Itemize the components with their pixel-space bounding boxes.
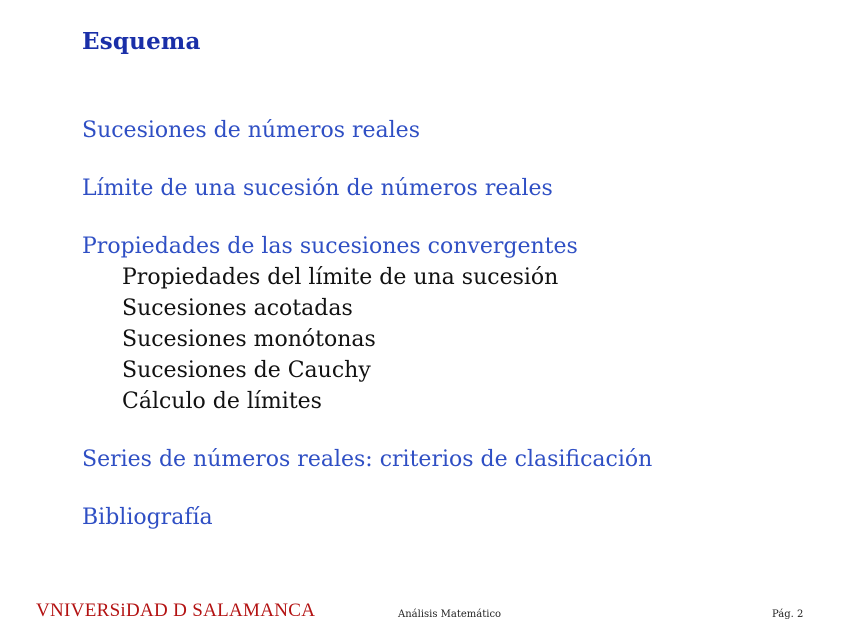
outline-section-propiedades[interactable]: Propiedades de las sucesiones convergentes bbox=[82, 234, 578, 259]
slide-title: Esquema bbox=[82, 28, 201, 55]
outline-subsection-propiedades-limite[interactable]: Propiedades del límite de una sucesión bbox=[122, 265, 559, 290]
outline bbox=[82, 116, 822, 533]
outline-subsection-monotonas[interactable]: Sucesiones monótonas bbox=[122, 327, 376, 352]
footer-page-number: Pág. 2 bbox=[772, 609, 804, 620]
outline-subsection-acotadas[interactable]: Sucesiones acotadas bbox=[122, 296, 353, 321]
outline-section-sucesiones[interactable]: Sucesiones de números reales bbox=[82, 118, 420, 143]
outline-subsection-cauchy[interactable]: Sucesiones de Cauchy bbox=[122, 358, 371, 383]
outline-section-series[interactable]: Series de números reales: criterios de clasificación bbox=[82, 447, 653, 472]
outline-section-bibliografia[interactable]: Bibliografía bbox=[82, 505, 213, 530]
footer-course-title: Análisis Matemático bbox=[398, 609, 502, 620]
outline-subsection-calculo-limites[interactable]: Cálculo de límites bbox=[122, 389, 322, 414]
outline-section-limite[interactable]: Límite de una sucesión de números reales bbox=[82, 176, 553, 201]
university-logo-text: VNIVERSiDAD D SALAMANCA bbox=[36, 600, 316, 621]
